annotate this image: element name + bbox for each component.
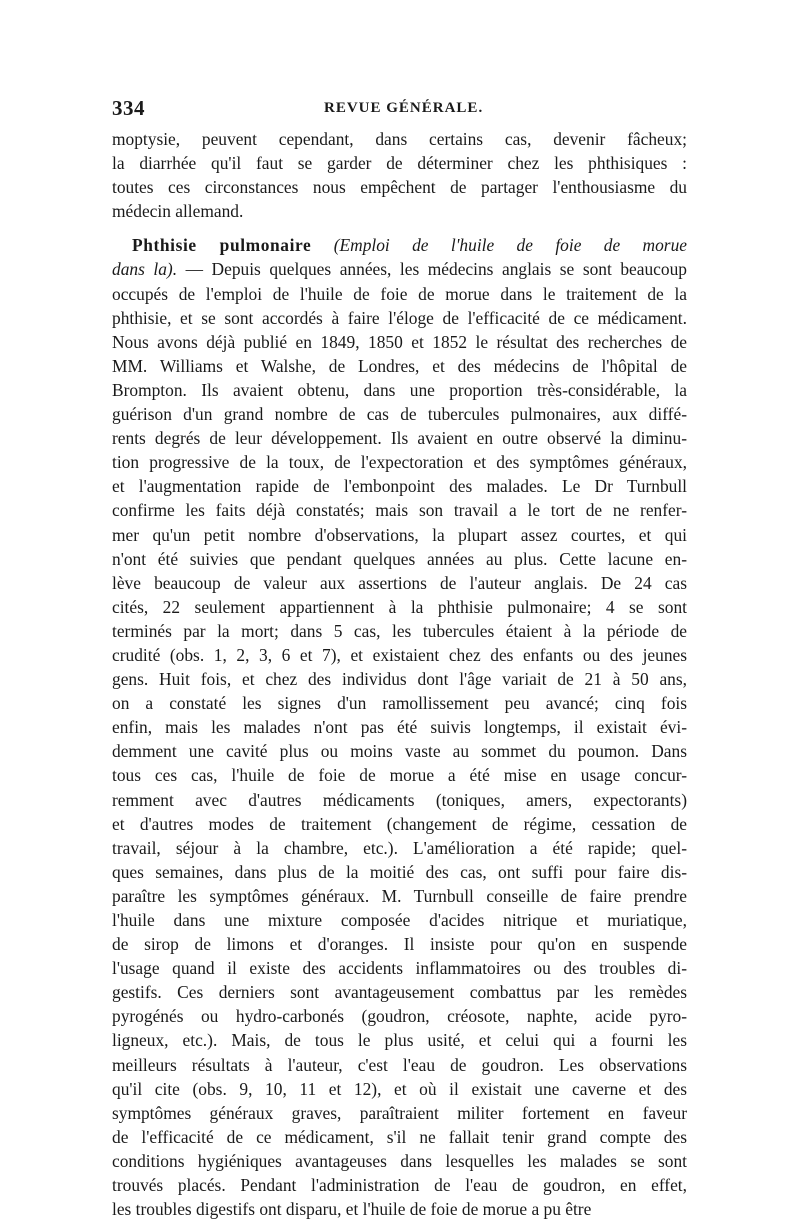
text-line: les troubles digestifs ont disparu, et l'huile de foie de morue a pu être bbox=[112, 1199, 592, 1220]
running-head: REVUE GÉNÉRALE. bbox=[324, 100, 484, 116]
text-line: mer qu'un petit nombre d'observations, la plupart assez courtes, et qui bbox=[112, 524, 687, 545]
text-line: occupés de l'emploi de l'huile de foie de morue dans le traitement de la bbox=[112, 283, 687, 304]
text-line: guérison d'un grand nombre de cas de tubercules pulmonaires, aux diffé- bbox=[112, 404, 687, 425]
text-line: rents degrés de leur développement. Ils avaient en outre observé la diminu- bbox=[112, 428, 687, 449]
text-line: crudité (obs. 1, 2, 3, 6 et 7), et existaient chez des enfants ou des jeunes bbox=[112, 644, 687, 665]
text-line: terminés par la mort; dans 5 cas, les tubercules étaient à la période de bbox=[112, 620, 687, 641]
text-line: gens. Huit fois, et chez des individus dont l'âge variait de 21 à 50 ans, bbox=[112, 669, 687, 690]
text-line: ligneux, etc.). Mais, de tous le plus usité, et celui qui a fourni les bbox=[112, 1030, 687, 1051]
text-line: symptômes généraux graves, paraîtraient militer fortement en faveur bbox=[112, 1102, 687, 1123]
text-line: moptysie, peuvent cependant, dans certains cas, devenir fâcheux; bbox=[112, 129, 687, 149]
paragraph-gap bbox=[112, 223, 687, 233]
text-line: n'ont été suivies que pendant quelques années au plus. Cette lacune en- bbox=[112, 548, 687, 569]
text-line: ques semaines, dans plus de la moitié des cas, ont suffi pour faire dis- bbox=[112, 861, 687, 882]
paragraph-phthisie bbox=[112, 282, 687, 1221]
text-line: l'usage quand il existe des accidents inflammatoires ou des troubles di- bbox=[112, 958, 687, 979]
text-line: travail, séjour à la chambre, etc.). L'amélioration a été rapide; quel- bbox=[112, 837, 687, 858]
section-second-line bbox=[112, 257, 687, 281]
text-line: tous ces cas, l'huile de foie de morue a été mise en usage concur- bbox=[112, 765, 687, 786]
text-line: confirme les faits déjà constatés; mais son travail a le tort de ne renfer- bbox=[112, 500, 687, 521]
text-line: tion progressive de la toux, de l'expectoration et des symptômes généraux, bbox=[112, 452, 687, 473]
text-line: et d'autres modes de traitement (changement de régime, cessation de bbox=[112, 813, 687, 834]
text-line: et l'augmentation rapide de l'embonpoint des malades. Le Dr Turnbull bbox=[112, 476, 687, 497]
text-line: pyrogénés ou hydro-carbonés (goudron, créosote, naphte, acide pyro- bbox=[112, 1006, 687, 1027]
text-line: gestifs. Ces derniers sont avantageusement combattus par les remèdes bbox=[112, 982, 687, 1003]
text-line: meilleurs résultats à l'auteur, c'est l'eau de goudron. Les observations bbox=[112, 1054, 687, 1075]
text-line: l'huile dans une mixture composée d'acides nitrique et muriatique, bbox=[112, 910, 687, 930]
text-line: médecin allemand. bbox=[112, 201, 244, 222]
section-subtitle-end: dans la). bbox=[112, 259, 178, 280]
section-first-line-text: — Depuis quelques années, les médecins anglais se sont beaucoup bbox=[177, 259, 687, 280]
text-line: phthisie, et se sont accordés à faire l'éloge de l'efficacité de ce médicament. bbox=[112, 307, 687, 328]
section-title: Phthisie pulmonaire bbox=[132, 235, 312, 256]
text-line: de sirop de limons et d'oranges. Il insiste pour qu'on en suspende bbox=[112, 934, 687, 955]
section-subtitle: (Emploi de l'huile de foie de morue bbox=[333, 235, 687, 256]
text-line: Brompton. Ils avaient obtenu, dans une proportion très-considérable, la bbox=[112, 379, 687, 400]
text-line: demment une cavité plus ou moins vaste au sommet du poumon. Dans bbox=[112, 741, 687, 762]
text-line: remment avec d'autres médicaments (toniques, amers, expectorants) bbox=[112, 789, 687, 810]
text-line: MM. Williams et Walshe, de Londres, et des médecins de l'hôpital de bbox=[112, 355, 687, 376]
text-line: on a constaté les signes d'un ramollissement peu avancé; cinq fois bbox=[112, 693, 687, 714]
text-line: la diarrhée qu'il faut se garder de déterminer chez les phthisiques : bbox=[112, 153, 687, 174]
text-line: trouvés placés. Pendant l'administration de l'eau de goudron, en effet, bbox=[112, 1175, 687, 1196]
text-line: enfin, mais les malades n'ont pas été suivis longtemps, il existait évi- bbox=[112, 717, 687, 738]
text-line: Nous avons déjà publié en 1849, 1850 et 1852 le résultat des recherches de bbox=[112, 331, 687, 352]
text-line: de l'efficacité de ce médicament, s'il ne fallait tenir grand compte des bbox=[112, 1126, 687, 1147]
text-line: cités, 22 seulement appartiennent à la phthisie pulmonaire; 4 se sont bbox=[112, 596, 687, 617]
page-number: 334 bbox=[112, 96, 145, 120]
page-header bbox=[112, 96, 687, 126]
text-line: lève beaucoup de valeur aux assertions de l'auteur anglais. De 24 cas bbox=[112, 572, 687, 593]
text-line: qu'il cite (obs. 9, 10, 11 et 12), et où il existait une caverne et des bbox=[112, 1078, 687, 1099]
text-line: paraître les symptômes généraux. M. Turnbull conseille de faire prendre bbox=[112, 885, 687, 906]
paragraph-continuation bbox=[112, 127, 687, 223]
section-heading-line bbox=[112, 233, 687, 257]
text-line: conditions hygiéniques avantageuses dans lesquelles les malades se sont bbox=[112, 1150, 687, 1171]
body-text bbox=[112, 127, 687, 1221]
text-line: toutes ces circonstances nous empêchent de partager l'enthousiasme du bbox=[112, 177, 687, 198]
